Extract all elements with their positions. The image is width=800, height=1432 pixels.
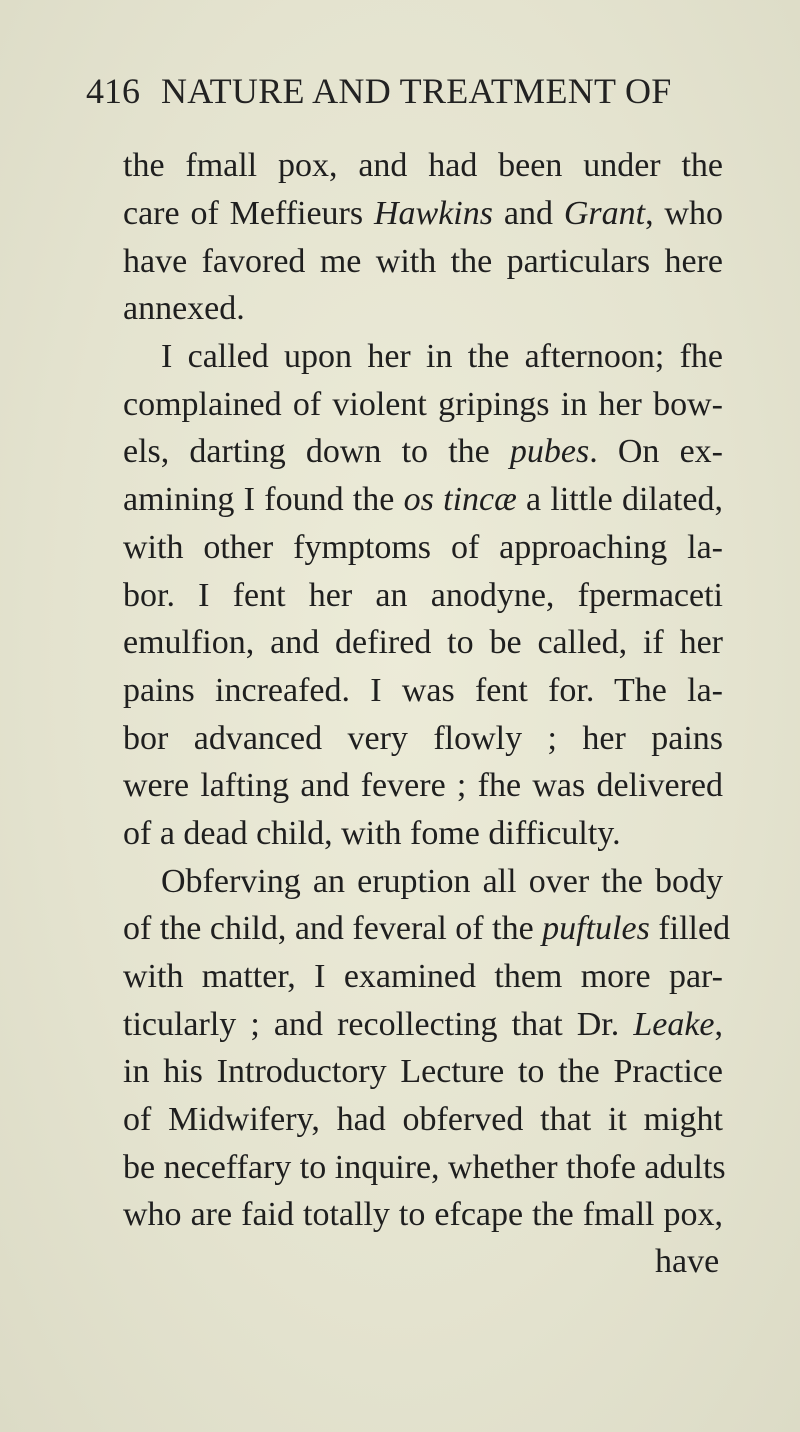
- text-segment: emulfion, and defired to be called, if her: [123, 624, 723, 661]
- text-segment: complained of violent gripings in her bow-: [123, 386, 723, 423]
- text-segment: be neceffary to inquire, whether thofe adults: [123, 1149, 726, 1186]
- text-segment: bor. I fent her an anodyne, fpermaceti: [123, 577, 723, 614]
- text-segment: in his Introductory Lecture to the Practice: [123, 1053, 723, 1090]
- text-segment: who are faid totally to efcape the fmall pox,: [123, 1196, 723, 1233]
- text-line: [123, 905, 731, 953]
- text-line: [123, 810, 723, 858]
- text-segment: the fmall pox, and had been under the: [123, 147, 723, 184]
- text-line: [123, 619, 723, 667]
- text-segment: were lafting and fevere ; fhe was delivered: [123, 767, 723, 804]
- italic-term: Leake: [633, 1006, 715, 1043]
- italic-term: os tincæ: [403, 481, 517, 518]
- italic-term: puftules: [542, 910, 650, 947]
- text-line: [123, 1096, 723, 1144]
- text-line: [123, 1048, 723, 1096]
- text-segment: bor advanced very flowly ; her pains: [123, 720, 723, 757]
- text-segment: pains increafed. I was fent for. The la-: [123, 672, 723, 709]
- italic-term: pubes: [509, 433, 590, 470]
- text-segment: . On ex-: [589, 433, 723, 470]
- text-line: [123, 1144, 726, 1192]
- text-line: [123, 476, 723, 524]
- catchword: have: [655, 1243, 720, 1280]
- text-line: [123, 572, 723, 620]
- text-segment: els, darting down to the: [123, 433, 510, 470]
- text-line: [123, 953, 723, 1001]
- text-line: [123, 238, 723, 286]
- text-line: [123, 285, 723, 333]
- text-line: [123, 381, 723, 429]
- text-segment: , who: [645, 195, 723, 232]
- text-segment: ,: [714, 1006, 723, 1043]
- text-segment: of Midwifery, had obferved that it might: [123, 1101, 723, 1138]
- text-line: [123, 1191, 723, 1239]
- text-segment: of the child, and feveral of the: [123, 910, 543, 947]
- text-segment: ticularly ; and recollecting that Dr.: [123, 1006, 634, 1043]
- italic-term: Grant: [563, 195, 646, 232]
- text-line: [161, 333, 723, 381]
- text-segment: with other fymptoms of approaching la-: [123, 529, 723, 566]
- text-segment: I called upon her in the afternoon; fhe: [161, 338, 723, 375]
- text-segment: a little dilated,: [516, 481, 723, 518]
- text-segment: filled: [649, 910, 731, 947]
- italic-term: Hawkins: [373, 195, 493, 232]
- page-number: 416: [86, 71, 140, 111]
- text-line: [123, 142, 723, 190]
- text-segment: with matter, I examined them more par-: [123, 958, 723, 995]
- text-segment: and: [492, 195, 564, 232]
- running-title: NATURE AND TREATMENT OF: [161, 71, 672, 111]
- text-line: [123, 667, 723, 715]
- text-line: [123, 190, 723, 238]
- text-segment: of a dead child, with fome difficulty.: [123, 815, 621, 852]
- text-line: [123, 428, 723, 476]
- text-line: [123, 1001, 723, 1049]
- text-line: [123, 524, 723, 572]
- text-line: [161, 858, 723, 906]
- text-segment: care of Meffieurs: [123, 195, 374, 232]
- text-segment: amining I found the: [123, 481, 404, 518]
- text-segment: Obferving an eruption all over the body: [161, 863, 723, 900]
- text-segment: annexed.: [123, 290, 245, 327]
- text-segment: have favored me with the particulars here: [123, 243, 723, 280]
- text-line: [123, 715, 723, 763]
- text-line: [123, 762, 723, 810]
